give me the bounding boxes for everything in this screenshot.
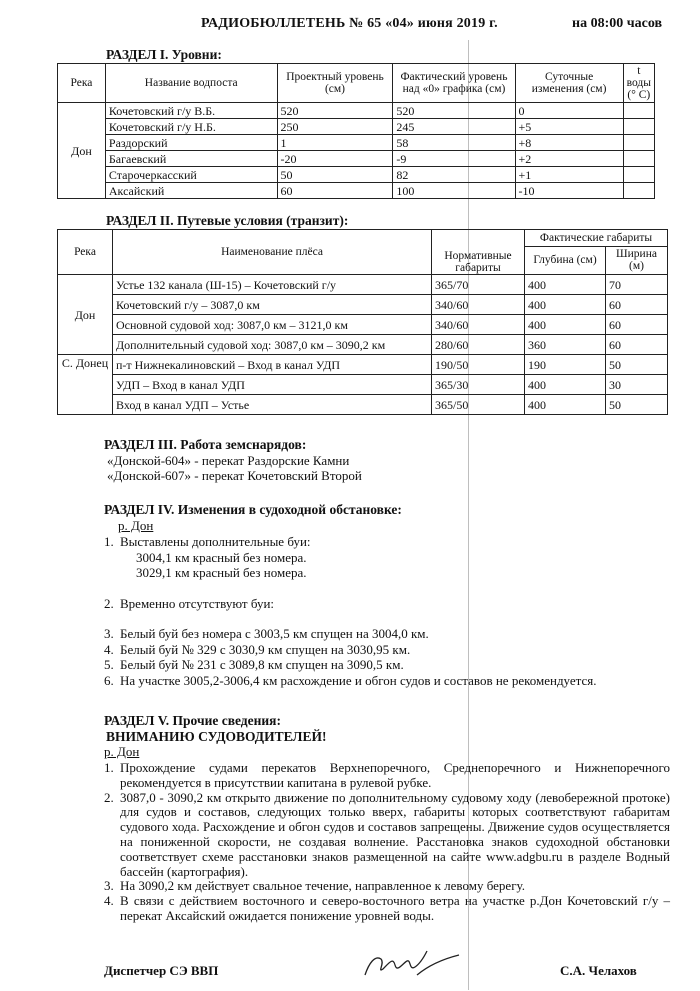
levels-table [57,63,655,199]
section4 [104,502,664,533]
post-name: Старочеркасский [105,167,277,183]
norm-dims: 340/60 [432,315,525,335]
daily-change: +2 [515,151,623,167]
norm-dims: 365/50 [432,395,525,415]
design-level: 60 [277,183,393,199]
list-item [104,673,664,689]
col-water-temp: t воды (° С) [623,64,654,103]
design-level: 520 [277,103,393,119]
item-number: 5. [104,657,114,672]
list-item [104,642,664,658]
section5-river: р. Дон [104,744,140,759]
list-item [104,791,670,880]
section5-title: РАЗДЕЛ V. Прочие сведения: [104,713,281,728]
daily-change: +8 [515,135,623,151]
dredger-line: «Донской-607» - перекат Кочетовский Второй [107,468,362,483]
buoy-line: 3004,1 км красный без номера. [136,549,307,565]
buoy-line: 3029,1 км красный без номера. [136,565,307,580]
item-number: 3. [104,626,114,641]
actual-level: -9 [393,151,515,167]
item-number: 6. [104,672,114,688]
river-cell: Дон [58,275,113,355]
signatory-name: С.А. Челахов [560,963,637,978]
reach-name: п-т Нижнекалиновский – Вход в канал УДП [113,355,432,375]
water-temp [623,151,654,167]
table-row [58,315,668,335]
table-row [58,355,668,375]
item-number: 3. [104,878,114,894]
daily-change: +1 [515,167,623,183]
post-name: Раздорский [105,135,277,151]
item-text: Белый буй № 231 с 3089,8 км спущен на 3090,5 км. [120,657,404,672]
list-item [104,894,670,924]
table-row [58,183,655,199]
design-level: 1 [277,135,393,151]
item-text: На 3090,2 км действует свальное течение, направленное к левому берегу. [120,878,525,894]
col-design-level: Проектный уровень (см) [277,64,393,103]
daily-change: +5 [515,119,623,135]
list-item [104,657,664,673]
table-row [58,395,668,415]
actual-depth: 400 [525,315,606,335]
section1-title: РАЗДЕЛ I. Уровни: [106,47,222,62]
list-item [104,761,670,791]
item-text: Белый буй без номера с 3003,5 км спущен на 3004,0 км. [120,626,429,641]
norm-dims: 280/60 [432,335,525,355]
actual-level: 82 [393,167,515,183]
daily-change: -10 [515,183,623,199]
norm-dims: 340/60 [432,295,525,315]
actual-depth: 400 [525,395,606,415]
reach-name: Вход в канал УДП – Устье [113,395,432,415]
water-temp [623,183,654,199]
water-temp [623,135,654,151]
col-actual: Фактические габариты [525,230,668,247]
signature-icon [355,945,465,985]
daily-change: 0 [515,103,623,119]
norm-dims: 365/70 [432,275,525,295]
col-width: Ширина (м) [606,246,668,274]
actual-level: 245 [393,119,515,135]
route-header-row [58,230,668,247]
design-level: 250 [277,119,393,135]
actual-width: 50 [606,395,668,415]
post-name: Кочетовский г/у В.Б. [105,103,277,119]
section4-title: РАЗДЕЛ IV. Изменения в судоходной обстановке: [104,502,402,517]
item-text: Выставлены дополнительные буи: [120,534,311,549]
actual-depth: 400 [525,275,606,295]
section3-title: РАЗДЕЛ III. Работа земснарядов: [104,437,307,452]
water-temp [623,167,654,183]
list-item: 1. Выставлены дополнительные буи: [104,534,311,549]
reach-name: Кочетовский г/у – 3087,0 км [113,295,432,315]
item-number: 4. [104,641,114,657]
section5 [104,713,664,760]
bulletin-title: РАДИОБЮЛЛЕТЕНЬ № 65 «04» июня 2019 г. [201,16,498,31]
post-name: Кочетовский г/у Н.Б. [105,119,277,135]
table-row [58,295,668,315]
item-text: В связи с действием восточного и северо-восточного ветра на участке р.Дон Кочетовский г/у – перекат Аксайский ожидается понижение уровней воды. [120,893,670,923]
actual-depth: 400 [525,375,606,395]
col-river: Река [58,64,106,103]
actual-width: 60 [606,295,668,315]
post-name: Аксайский [105,183,277,199]
list-item [104,626,664,642]
col-norm: Нормативные габариты [432,230,525,275]
water-temp [623,119,654,135]
table-row [58,103,655,119]
norm-dims: 190/50 [432,355,525,375]
col-depth: Глубина (см) [525,246,606,274]
section5-subtitle: ВНИМАНИЮ СУДОВОДИТЕЛЕЙ! [106,728,327,744]
table-row [58,135,655,151]
item-number: 1. [104,760,114,775]
actual-level: 520 [393,103,515,119]
actual-width: 50 [606,355,668,375]
route-table [57,229,668,415]
table-row [58,167,655,183]
item-text: 3087,0 - 3090,2 км открыто движение по дополнительному судовому ходу (левобережной протоке) для судов и составов, следующих только вверх, габариты которых соответствуют габаритам судового хода. Расхождение и обгон судов и составов запрещены. Движение судов осуществляется на пониженной скорости, не создавая волнение. Расстановка знаков судоходной обстановки соответствует схеме расстановки знаков размещенной на сайте www.adgbu.ru в разделе Водный бассейн (картография). [120,789,670,879]
list-item: 2. Временно отсутствуют буи: [104,595,275,611]
design-level: 50 [277,167,393,183]
item-number: 4. [104,893,114,909]
table-row [58,151,655,167]
actual-depth: 360 [525,335,606,355]
item-text: Белый буй № 329 с 3030,9 км спущен на 3030,95 км. [120,641,411,657]
river-cell: Дон [58,103,106,199]
actual-level: 58 [393,135,515,151]
section5-list [104,761,670,924]
reach-name: Дополнительный судовой ход: 3087,0 км – 3090,2 км [113,335,432,355]
table-row [58,375,668,395]
norm-dims: 365/30 [432,375,525,395]
table-row [58,335,668,355]
actual-level: 100 [393,183,515,199]
reach-name: Основной судовой ход: 3087,0 км – 3121,0 км [113,315,432,335]
river-cell: С. Донец [58,355,113,415]
levels-header-row [58,64,655,103]
actual-width: 30 [606,375,668,395]
table-row [58,275,668,295]
reach-name: УДП – Вход в канал УДП [113,375,432,395]
item-text: Временно отсутствуют буи: [120,595,275,611]
water-temp [623,103,654,119]
list-item [104,879,670,894]
item-number: 2. [104,789,114,805]
col-actual-level: Фактический уровень над «0» графика (см) [393,64,515,103]
actual-width: 60 [606,335,668,355]
post-name: Багаевский [105,151,277,167]
section4-river: р. Дон [118,517,154,533]
dispatcher-label: Диспетчер СЭ ВВП [104,963,219,978]
bulletin-header [0,14,700,36]
col-daily-change: Суточные изменения (см) [515,64,623,103]
dredger-line: «Донской-604» - перекат Раздорские Камни [107,452,350,468]
item-text: На участке 3005,2-3006,4 км расхождение и обгон судов и составов не рекомендуется. [120,672,597,688]
actual-depth: 190 [525,355,606,375]
table-row [58,119,655,135]
section4-list [104,534,664,688]
col-river: Река [58,230,113,275]
section2-title: РАЗДЕЛ II. Путевые условия (транзит): [106,213,349,228]
col-post: Название водпоста [105,64,277,103]
bulletin-time: на 08:00 часов [572,16,663,31]
design-level: -20 [277,151,393,167]
col-reach: Наименование плёса [113,230,432,275]
item-text: Прохождение судами перекатов Верхнепоречного, Среднепоречного и Нижнепоречного рекомендуется в присутствии капитана в рулевой рубке. [120,760,670,790]
section3 [104,437,664,484]
actual-width: 70 [606,275,668,295]
reach-name: Устье 132 канала (Ш-15) – Кочетовский г/у [113,275,432,295]
actual-width: 60 [606,315,668,335]
actual-depth: 400 [525,295,606,315]
